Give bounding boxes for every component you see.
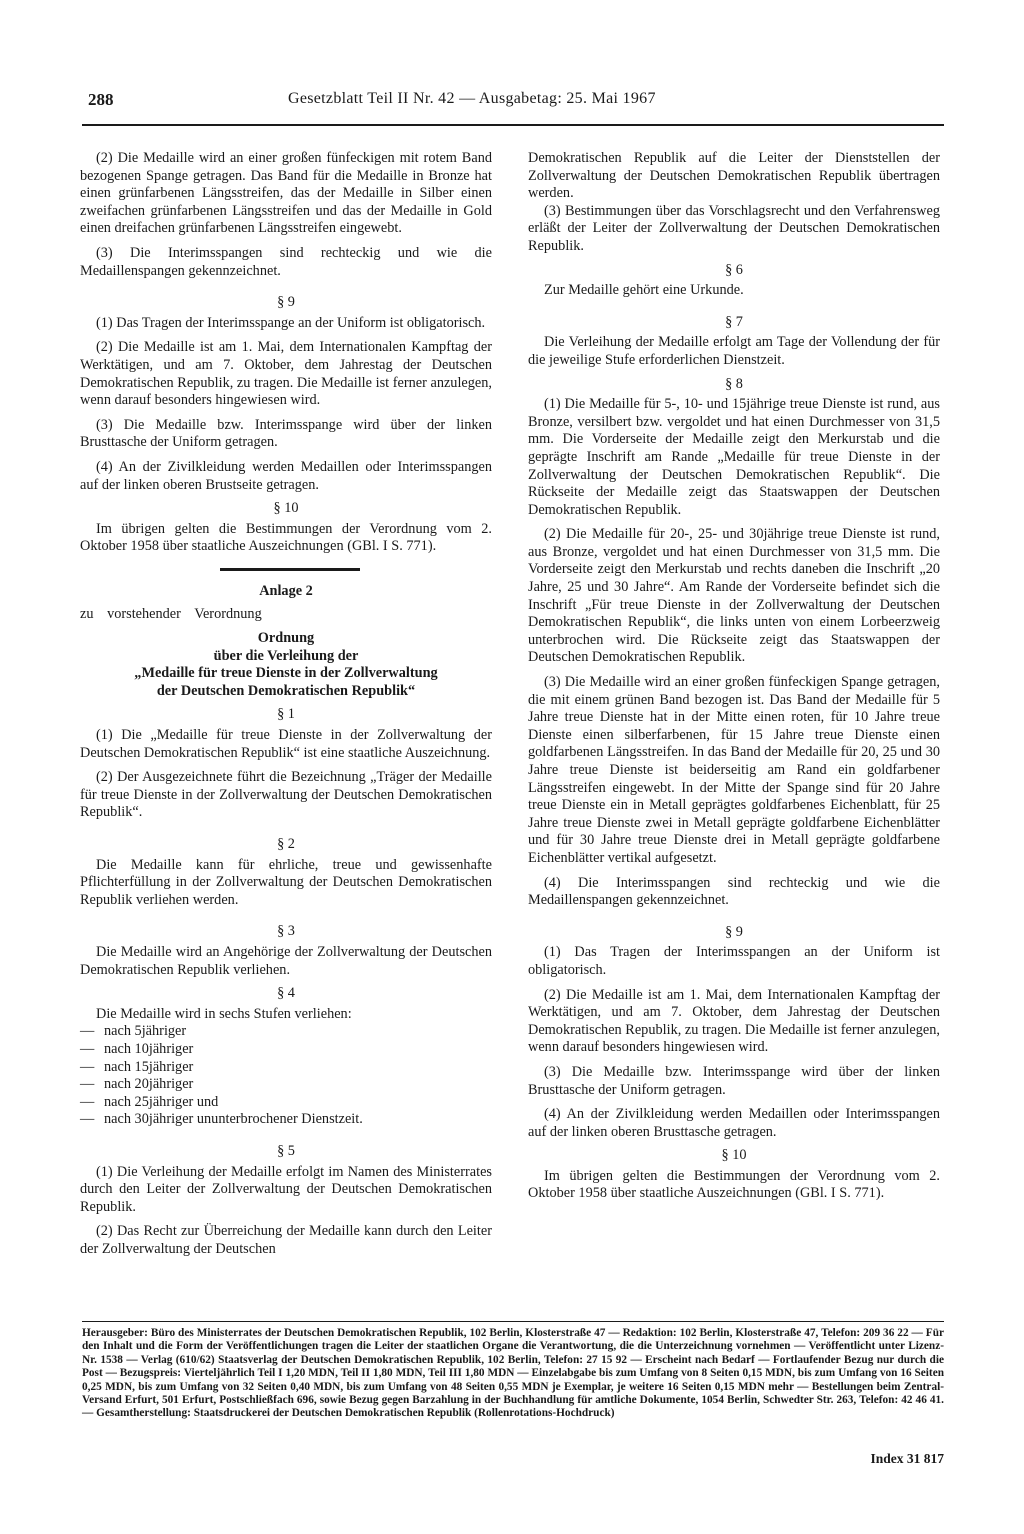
page-header-title: Gesetzblatt Teil II Nr. 42 — Ausgabetag: 25. Mai 1967 bbox=[288, 90, 656, 107]
title-line: über die Verleihung der bbox=[213, 647, 359, 664]
paragraph: (1) Die „Medaille für treue Dienste in der Zollverwaltung der Deutschen Demokratischen Republik“ ist eine staatliche Auszeichnung. bbox=[80, 727, 492, 761]
paragraph: (1) Das Tragen der Interimsspange an der Uniform ist obligatorisch. bbox=[96, 314, 486, 331]
section-heading: § 7 bbox=[725, 313, 743, 330]
list-item bbox=[80, 1023, 492, 1041]
list-item bbox=[80, 1041, 492, 1059]
section-heading: § 9 bbox=[725, 923, 743, 940]
dash-mark: — bbox=[80, 1058, 95, 1075]
paragraph: (3) Die Interimsspangen sind rechteckig und wie die Medaillenspangen gekennzeichnet. bbox=[80, 244, 492, 279]
section-heading: § 3 bbox=[277, 923, 295, 940]
paragraph: (1) Die Verleihung der Medaille erfolgt im Namen des Ministerrates durch den Leiter der Zollverwaltung der Deutschen Demokratischen Republik. bbox=[80, 1163, 492, 1215]
index-number: Index 31 817 bbox=[870, 1451, 944, 1466]
list-item bbox=[80, 1076, 492, 1094]
section-heading: § 2 bbox=[277, 836, 295, 852]
paragraph: (2) Die Medaille wird an einer großen fünfeckigen mit rotem Band bezogenen Spange getragen. Das Band für die Medaille in Bronze hat einen grünfarbenen Längsstreifen, das der Medaille in Silber einen zweifachen grünfarbenen Längsstreifen und das der Medaille in Gold einen dreifachen grünfarbenen Längsstreifen eingewebt. bbox=[80, 150, 492, 237]
paragraph: Zur Medaille gehört eine Urkunde. bbox=[544, 282, 744, 299]
paragraph: Im übrigen gelten die Bestimmungen der Verordnung vom 2. Oktober 1958 über staatliche Auszeichnungen (GBl. I S. 771). bbox=[80, 520, 492, 555]
paragraph: (1) Das Tragen der Interimsspangen an der Uniform ist obligatorisch. bbox=[528, 944, 940, 978]
stage-text: nach 10jähriger bbox=[104, 1040, 194, 1057]
header-rule bbox=[82, 124, 944, 126]
section-heading: § 1 bbox=[277, 706, 295, 723]
paragraph: (3) Die Medaille wird an einer großen fünfeckigen Spange getragen, die mit einem grünen Band bezogen ist. Das Band der Medaille für 5 Jahre treue Dienste hat in der Mitte einen roten, für 10 Jahre treue Dienste einen silberfarbenen, für 15 Jahre treue Dienste einen goldfarbenen Längsstreifen. In das Band der Medaille für 20, 25 und 30 Jahre treue Dienste ist beiderseitig am Rand ein goldfarbener Längsstreifen eingewebt. In der Mitte der Spange sind für 20 Jahre treue Dienste ein in Metall geprägtes goldfarbenes Eichenblatt, für 25 Jahre treue Dienste zwei in Metall geprägte goldfarbene Eichenblätter und für 30 Jahre treue Dienste drei in Metall geprägte goldfarbene Eichenblätter vertikal aufgesetzt. bbox=[528, 674, 940, 866]
paragraph: (2) Die Medaille ist am 1. Mai, dem Internationalen Kampftag der Werktätigen, und am 7. Oktober, dem Jahrestag der Deutschen Demokratischen Republik, zu tragen. Die Medaille ist ferner anzulegen, wenn darauf besonders hingewiesen wird. bbox=[80, 339, 492, 409]
paragraph: (2) Das Recht zur Überreichung der Medaille kann durch den Leiter der Zollverwaltung der Deutschen bbox=[80, 1223, 492, 1257]
section-heading: § 9 bbox=[277, 294, 295, 311]
stage-text: nach 20jähriger bbox=[104, 1076, 194, 1093]
paragraph: Die Medaille wird an Angehörige der Zollverwaltung der Deutschen Demokratischen Republik verliehen. bbox=[80, 943, 492, 978]
list-item bbox=[80, 1059, 492, 1077]
left-column bbox=[80, 150, 492, 1258]
imprint-footer: Herausgeber: Büro des Ministerrates der Deutschen Demokratischen Republik, 102 Berlin, Klosterstraße 47 — Redaktion: 102 Berlin, Klosterstraße 47, Telefon: 209 36 22 — Für den Inhalt und die Form der Veröffentlichungen tragen die Leiter der staatlichen Organe die Verantwortung, die die Unterzeichnung vornehmen — Veröffentlicht unter Lizenz-Nr. 1538 — Verlag (610/62) Staatsverlag der Deutschen Demokratischen Republik, 102 Berlin, Telefon: 27 15 92 — Erscheint nach Bedarf — Fortlaufender Bezug nur durch die Post — Bezugspreis: Vierteljährlich Teil I 1,20 MDN, Teil II 1,80 MDN, Teil III 1,80 MDN — Einzelabgabe bis zum Umfang von 8 Seiten 0,15 MDN, bis zum Umfang von 16 Seiten 0,25 MDN, bis zum Umfang von 32 Seiten 0,40 MDN, bis zum Umfang von 48 Seiten 0,55 MDN je Exemplar, je weitere 16 Seiten 0,15 MDN mehr — Bestellungen beim Zentral-Versand Erfurt, 501 Erfurt, Postschließfach 696, sowie Bezug gegen Barzahlung in der Buchhandlung für amtliche Dokumente, 1054 Berlin, Schwedter Str. 263, Telefon: 42 46 41. — Gesamtherstellung: Staatsdruckerei der Deutschen Demokratischen Republik (Rollenrotations-Hochdruck) bbox=[82, 1327, 944, 1420]
paragraph: (2) Die Medaille ist am 1. Mai, dem Internationalen Kampftag der Werktätigen, und am 7. Oktober, dem Jahrestag der Deutschen Demokratischen Republik, zu tragen. Die Medaille ist ferner anzulegen, wenn darauf besonders hingewiesen wird. bbox=[528, 986, 940, 1056]
section-heading: § 5 bbox=[277, 1142, 295, 1159]
dash-mark: — bbox=[80, 1111, 95, 1128]
title-line: „Medaille für treue Dienste in der Zollverwaltung bbox=[134, 665, 438, 682]
paragraph: (3) Die Medaille bzw. Interimsspange wird über der linken Brusttasche der Uniform getragen. bbox=[80, 416, 492, 451]
title-line: der Deutschen Demokratischen Republik“ bbox=[156, 682, 416, 699]
section-heading: § 10 bbox=[721, 1147, 747, 1164]
paragraph: Im übrigen gelten die Bestimmungen der Verordnung vom 2. Oktober 1958 über staatliche Auszeichnungen (GBl. I S. 771). bbox=[528, 1167, 940, 1202]
stage-text: nach 25jähriger und bbox=[104, 1093, 219, 1110]
dash-mark: — bbox=[80, 1093, 95, 1110]
title-line: Ordnung bbox=[257, 630, 315, 647]
ordinance-title bbox=[80, 630, 492, 700]
footer-rule bbox=[82, 1321, 944, 1322]
annex-subtitle: zu vorstehender Verordnung bbox=[80, 606, 262, 623]
paragraph: (2) Der Ausgezeichnete führt die Bezeichnung „Träger der Medaille für treue Dienste in der Zollverwaltung der Deutschen Demokratischen Republik“. bbox=[80, 769, 492, 821]
dash-mark: — bbox=[80, 1076, 95, 1093]
paragraph: Demokratischen Republik auf die Leiter der Dienststellen der Zollverwaltung der Deutschen Demokratischen Republik übertragen werden. bbox=[528, 150, 940, 202]
paragraph: (1) Die Medaille für 5-, 10- und 15jährige treue Dienste ist rund, aus Bronze, versilbert bzw. vergoldet und hat einen Durchmesser von 31,5 mm. Die Vorderseite der Medaille zeigt den Merkurstab und die geprägte Inschrift am Rande „Medaille für treue Dienste in der Zollverwaltung der Deutschen Demokratischen Republik“. Die Rückseite der Medaille zeigt das Staatswappen der Deutschen Demokratischen Republik. bbox=[528, 396, 940, 518]
list-item bbox=[80, 1094, 492, 1112]
stage-text: nach 5jähriger bbox=[104, 1023, 187, 1040]
page-number: 288 bbox=[88, 90, 114, 109]
stage-text: nach 30jähriger ununterbrochener Dienstzeit. bbox=[104, 1111, 363, 1128]
paragraph: (3) Bestimmungen über das Vorschlagsrecht und den Verfahrensweg erläßt der Leiter der Zollverwaltung der Deutschen Demokratischen Republik. bbox=[528, 202, 940, 254]
divider-rule bbox=[220, 568, 360, 571]
stage-text: nach 15jähriger bbox=[104, 1058, 194, 1075]
section-heading: § 8 bbox=[725, 375, 743, 392]
paragraph: (4) Die Interimsspangen sind rechteckig und wie die Medaillenspangen gekennzeichnet. bbox=[528, 874, 940, 909]
annex-title: Anlage 2 bbox=[259, 582, 313, 599]
paragraph: (3) Die Medaille bzw. Interimsspange wird über der linken Brusttasche der Uniform getragen. bbox=[528, 1063, 940, 1098]
section-heading: § 4 bbox=[277, 985, 295, 1002]
right-column bbox=[528, 150, 940, 1203]
paragraph: (4) An der Zivilkleidung werden Medaillen oder Interimsspangen auf der linken oberen Brustseite getragen. bbox=[80, 458, 492, 493]
list-item bbox=[80, 1111, 492, 1129]
dash-mark: — bbox=[80, 1023, 95, 1040]
paragraph: (2) Die Medaille für 20-, 25- und 30jährige treue Dienste ist rund, aus Bronze, vergoldet und hat einen Durchmesser von 31,5 mm. Die Vorderseite zeigt den Merkurstab und rechts daneben die Inschrift „20 Jahre, 25 und 30 Jahre“. Am Rande der Vorderseite befindet sich die Inschrift „Für treue Dienste in der Zollverwaltung der Deutschen Demokratischen Republik“, die links unten von einem Lorbeerzweig unterbrochen wird. Die Rückseite zeigt das Staatswappen der Deutschen Demokratischen Republik. bbox=[528, 526, 940, 666]
section-heading: § 10 bbox=[273, 500, 299, 517]
paragraph: (4) An der Zivilkleidung werden Medaillen oder Interimsspangen auf der linken oberen Brusttasche getragen. bbox=[528, 1106, 940, 1140]
paragraph: Die Medaille wird in sechs Stufen verliehen: bbox=[96, 1005, 352, 1022]
stages-list bbox=[80, 1023, 492, 1129]
section-heading: § 6 bbox=[725, 261, 743, 278]
paragraph: Die Verleihung der Medaille erfolgt am Tage der Vollendung der für die jeweilige Stufe erforderlichen Dienstzeit. bbox=[528, 334, 940, 368]
dash-mark: — bbox=[80, 1040, 95, 1057]
paragraph: Die Medaille kann für ehrliche, treue und gewissenhafte Pflichterfüllung in der Zollverwaltung der Deutschen Demokratischen Republik verliehen werden. bbox=[80, 856, 492, 908]
